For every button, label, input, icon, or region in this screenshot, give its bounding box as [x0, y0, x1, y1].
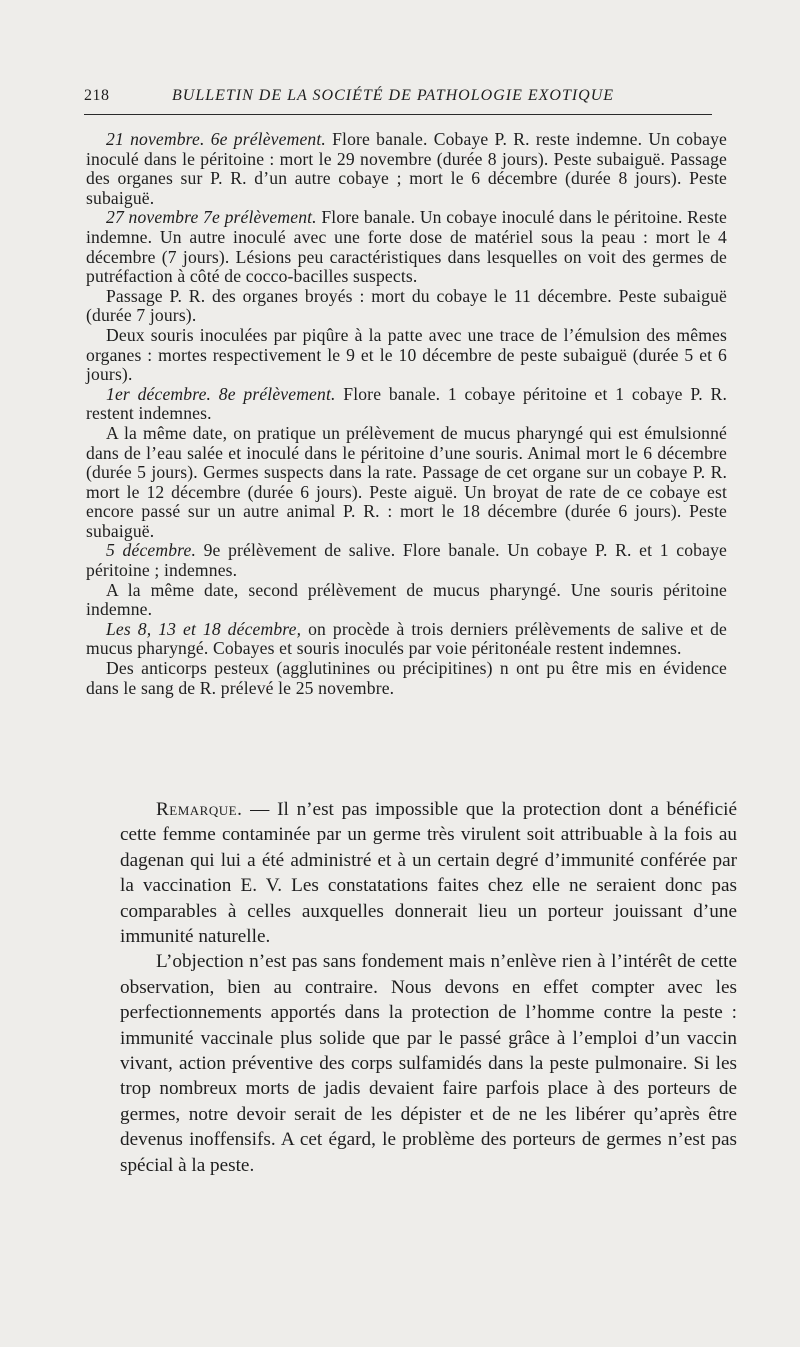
- observation-text: Flore banale. Cobaye P. R. reste indemne. Un cobaye inoculé dans le péritoine : mort le 29 novembre (durée 8 jours). Peste subaiguë. Passage des organes sur P. R. d’un autre cobaye ; mort le 6 décembre (durée 8 jours). Peste subaiguë.: [86, 129, 728, 208]
- remarque-label: Remarque.: [156, 799, 243, 820]
- observation-text: on procède à trois derniers prélèvements de salive et de mucus pharyngé. Cobayes et souris inoculés par voie péritonéale restent indemnes.: [86, 618, 728, 659]
- observation-text: Deux souris inoculées par piqûre à la patte avec une trace de l’émulsion des mêmes organes : mortes respectivement le 9 et le 10 décembre de peste subaiguë (durée 5 et 6 jours).: [86, 324, 727, 385]
- observation-text: Des anticorps pesteux (agglutinines ou précipitines) n ont pu être mis en évidence dans le sang de R. prélevé le 25 novembre.: [86, 658, 727, 698]
- observation-date: 1er décembre. 8e prélèvement.: [106, 383, 336, 404]
- conclusion-paragraph: L’objection n’est pas sans fondement mais n’enlève rien à l’intérêt de cette observation, bien au contraire. Nous devons en effet compter avec les perfectionnements apportés dans la protection de l’homme contre la peste : immunité vaccinale plus solide que par le passé grâce à l’emploi d’un vaccin vivant, action préventive des corps sulfamidés dans la peste pulmonaire. Si les trop nombreux morts de jadis devaient faire parfois place à des porteurs de germes, notre devoir serait de les dépister et de ne les libérer qu’après être devenus inoffensifs. A cet égard, le problème des porteurs de germes n’est pas spécial à la peste.: [120, 951, 737, 1176]
- page-number: 218: [84, 87, 110, 104]
- observation-paragraph: [86, 287, 727, 326]
- observation-text: A la même date, second prélèvement de mucus pharyngé. Une souris péritoine indemne.: [86, 579, 727, 620]
- observation-text: A la même date, on pratique un prélèvement de mucus pharyngé qui est émulsionné dans de l’eau salée et inoculé dans le péritoine d’une souris. Animal mort le 6 décembre (durée 5 jours). Germes suspects dans la rate. Passage de cet organe sur un cobaye P. R. mort le 12 décembre (durée 6 jours). Peste aiguë. Un broyat de rate de ce cobaye est encore passé sur un autre animal P. R. : mort le 18 décembre (durée 6 jours). Peste subaiguë.: [86, 422, 727, 541]
- observation-text: Flore banale. 1 cobaye péritoine et 1 cobaye P. R. restent indemnes.: [86, 383, 727, 424]
- remarque-paragraph: [120, 797, 737, 949]
- page-header: [84, 86, 710, 106]
- observation-paragraph: [86, 581, 727, 620]
- observation-date: 5 décembre.: [106, 540, 197, 561]
- remarque-text: — Il n’est pas impossible que la protection dont a bénéficié cette femme contaminée par un germe très virulent soit attribuable à la fois au dagenan qui lui a été administré et à un certain degré d’immunité conférée par la vaccination E. V. Les constatations faites chez elle ne seraient donc pas comparables à celles auxquelles donnerait lieu un porteur jouissant d’une immunité naturelle.: [120, 799, 737, 948]
- observation-paragraph: [86, 130, 727, 208]
- observation-date: Les 8, 13 et 18 décembre,: [106, 618, 302, 639]
- header-rule: [84, 114, 712, 115]
- observation-paragraph: [86, 385, 727, 424]
- observation-log: [86, 130, 727, 698]
- observation-date: 21 novembre. 6e prélèvement.: [106, 129, 326, 149]
- observation-paragraph: [86, 208, 727, 286]
- observation-paragraph: [86, 541, 727, 580]
- observation-date: 27 novembre 7e prélèvement.: [106, 207, 317, 228]
- observation-text: Passage P. R. des organes broyés : mort du cobaye le 11 décembre. Peste subaiguë (durée 7 jours).: [86, 285, 727, 326]
- remarks-section: [120, 797, 737, 1178]
- observation-text: 9e prélèvement de salive. Flore banale. Un cobaye P. R. et 1 cobaye péritoine ; indemnes.: [86, 540, 727, 581]
- observation-paragraph: [86, 326, 727, 385]
- observation-paragraph: [86, 659, 727, 698]
- observation-text: Flore banale. Un cobaye inoculé dans le péritoine. Reste indemne. Un autre inoculé avec une forte dose de matériel sous la peau : mort le 4 décembre (7 jours). Lésions peu caractéristiques dans lesquelles on voit des germes de putréfaction à côté de cocco-bacilles suspects.: [86, 207, 727, 287]
- running-title: BULLETIN DE LA SOCIÉTÉ DE PATHOLOGIE EXOTIQUE: [172, 87, 615, 104]
- observation-paragraph: [86, 424, 727, 542]
- observation-paragraph: [86, 620, 727, 659]
